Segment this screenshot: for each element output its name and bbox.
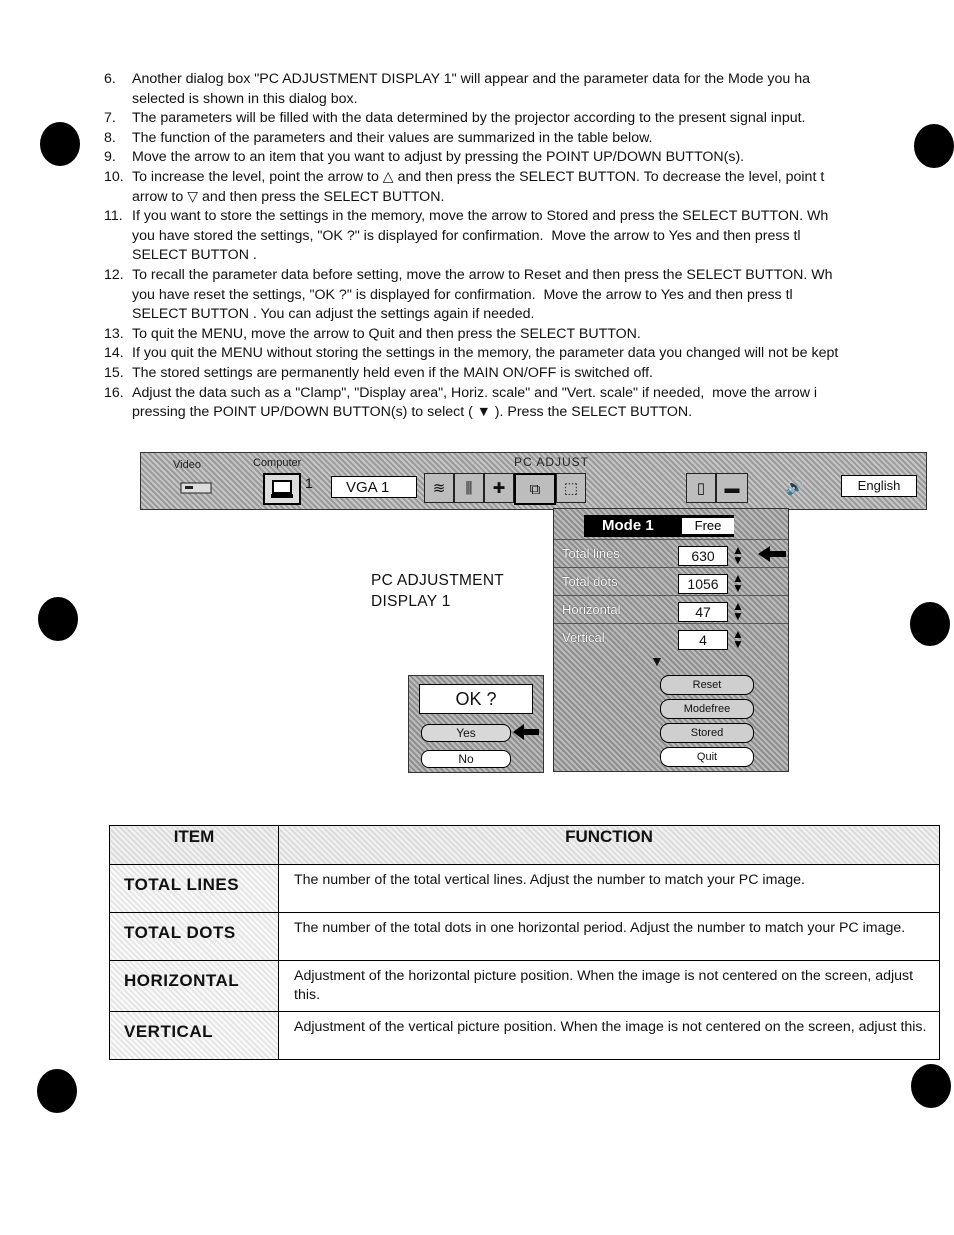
vga-mode-field[interactable]: VGA 1 — [331, 476, 417, 498]
param-label: Horizontal — [562, 602, 621, 617]
param-value: 630 — [678, 546, 728, 566]
param-row-horizontal[interactable] — [554, 595, 788, 626]
no-button[interactable]: No — [421, 750, 511, 768]
display-label-line-2: DISPLAY 1 — [371, 593, 451, 610]
binder-hole-bottom-left — [37, 1069, 77, 1113]
binder-hole-top-left — [40, 122, 80, 166]
param-row-total-dots[interactable] — [554, 567, 788, 598]
mode-label: Mode 1 — [602, 517, 654, 534]
stored-button[interactable]: Stored — [660, 723, 754, 743]
table-row — [110, 1012, 940, 1060]
tab-computer[interactable]: Computer — [253, 457, 302, 469]
step-12: 12. To recall the parameter data before setting, move the arrow to Reset and then press the SELECT BUTTON. Wh you have reset the settings, "OK ?" is displayed for confirmation. Move the arrow to Yes and then press tl SELECT BUTTON . You can adjust the settings again if needed. — [104, 266, 833, 323]
up-down-icon[interactable]: ▲ ▼ — [732, 627, 744, 651]
display-label-line-1: PC ADJUSTMENT — [371, 572, 505, 589]
up-down-icon[interactable]: ▲ ▼ — [732, 543, 744, 567]
pointer-arrow-icon — [513, 723, 539, 741]
table-header-row — [110, 826, 940, 865]
pc-adjust-icon-5[interactable]: ⬚ — [556, 473, 586, 503]
row-item: TOTAL LINES — [110, 865, 279, 913]
row-function: The number of the total vertical lines. Adjust the number to match your PC image. — [279, 865, 940, 913]
table-row — [110, 865, 940, 913]
param-row-total-lines[interactable] — [554, 539, 788, 570]
header-function: FUNCTION — [279, 826, 940, 865]
osd-menu-bar — [140, 452, 927, 510]
param-row-vertical[interactable] — [554, 623, 788, 654]
param-value: 4 — [678, 630, 728, 650]
binder-hole-bottom-right — [911, 1064, 951, 1108]
pointer-arrow-icon — [758, 544, 786, 564]
step-9: 9. Move the arrow to an item that you want to adjust by pressing the POINT UP/DOWN BUTTON(s). — [104, 149, 745, 166]
row-function: Adjustment of the horizontal picture position. When the image is not centered on the screen, adjust this. — [279, 961, 940, 1012]
confirm-question: OK ? — [419, 684, 533, 714]
table-row — [110, 961, 940, 1012]
step-13: 13. To quit the MENU, move the arrow to Quit and then press the SELECT BUTTON. — [104, 325, 641, 342]
pc-adjustment-panel — [553, 508, 789, 772]
tab-video[interactable]: Video — [173, 459, 201, 471]
scroll-down-icon[interactable]: ▼ — [650, 653, 664, 669]
step-14: 14. If you quit the MENU without storing the settings in the memory, the parameter data you changed will not be kept — [104, 345, 839, 362]
param-value: 47 — [678, 602, 728, 622]
binder-hole-mid-right — [910, 602, 950, 646]
quit-button[interactable]: Quit — [660, 747, 754, 767]
step-10: 10. To increase the level, point the arrow to △ and then press the SELECT BUTTON. To decrease the level, point t arrow to ▽ and then press the SELECT BUTTON. — [104, 168, 825, 205]
step-6: 6. Another dialog box "PC ADJUSTMENT DISPLAY 1" will appear and the parameter data for the Mode you ha selected is shown in this dialog box. — [104, 71, 811, 107]
instruction-steps — [104, 70, 954, 423]
mode-value: Free — [682, 518, 734, 534]
binder-hole-mid-left — [38, 597, 78, 641]
row-item: HORIZONTAL — [110, 961, 279, 1012]
pc-adjust-title: PC ADJUST — [514, 455, 590, 469]
computer-number: 1 — [305, 475, 313, 491]
reset-button[interactable]: Reset — [660, 675, 754, 695]
row-item: VERTICAL — [110, 1012, 279, 1060]
header-item: ITEM — [110, 826, 279, 865]
language-field[interactable]: English — [841, 475, 917, 497]
step-11: 11. If you want to store the settings in the memory, move the arrow to Stored and press the SELECT BUTTON. Wh you have stored the settings, "OK ?" is displayed for confirmation. Move the arrow to Yes and then press tl SELECT BUTTON . — [104, 208, 829, 264]
up-down-icon[interactable]: ▲ ▼ — [732, 599, 744, 623]
pc-adjust-icon-4[interactable]: ⧉ — [514, 473, 556, 505]
param-label: Vertical — [562, 630, 605, 645]
computer-icon[interactable] — [263, 473, 301, 505]
up-down-icon[interactable]: ▲ ▼ — [732, 571, 744, 595]
function-table — [109, 825, 940, 1060]
step-16: 16. Adjust the data such as a "Clamp", "Display area", Horiz. scale" and "Vert. scale" if needed, move the arrow i pressing the POINT UP/DOWN BUTTON(s) to select ( ▼ ). Press the SELECT BUTTON. — [104, 384, 818, 421]
param-value: 1056 — [678, 574, 728, 594]
video-icon[interactable] — [177, 473, 215, 501]
pc-adjustment-display-label — [371, 570, 504, 612]
screen-icon[interactable]: ▬ — [716, 473, 748, 503]
step-7: 7. The parameters will be filled with the data determined by the projector according to the present signal input. — [104, 110, 806, 127]
pc-adjust-icon-6[interactable]: ▯ — [686, 473, 716, 503]
param-label: Total dots — [562, 574, 618, 589]
row-item: TOTAL DOTS — [110, 913, 279, 961]
pc-adjust-icon-1[interactable]: ≋ — [424, 473, 454, 503]
sound-icon[interactable]: 🔊 — [785, 479, 805, 496]
table-row — [110, 913, 940, 961]
row-function: Adjustment of the vertical picture position. When the image is not centered on the screen, adjust this. — [279, 1012, 940, 1060]
param-label: Total lines — [562, 546, 620, 561]
confirm-dialog — [408, 675, 544, 773]
row-function: The number of the total dots in one horizontal period. Adjust the number to match your PC image. — [279, 913, 940, 961]
pc-adjust-icon-2[interactable]: ⫼ — [454, 473, 484, 503]
step-15: 15. The stored settings are permanently held even if the MAIN ON/OFF is switched off. — [104, 364, 653, 381]
modefree-button[interactable]: Modefree — [660, 699, 754, 719]
step-8: 8. The function of the parameters and their values are summarized in the table below. — [104, 129, 653, 146]
pc-adjust-icon-3[interactable]: ✚ — [484, 473, 514, 503]
yes-button[interactable]: Yes — [421, 724, 511, 742]
mode-bar — [584, 515, 734, 537]
